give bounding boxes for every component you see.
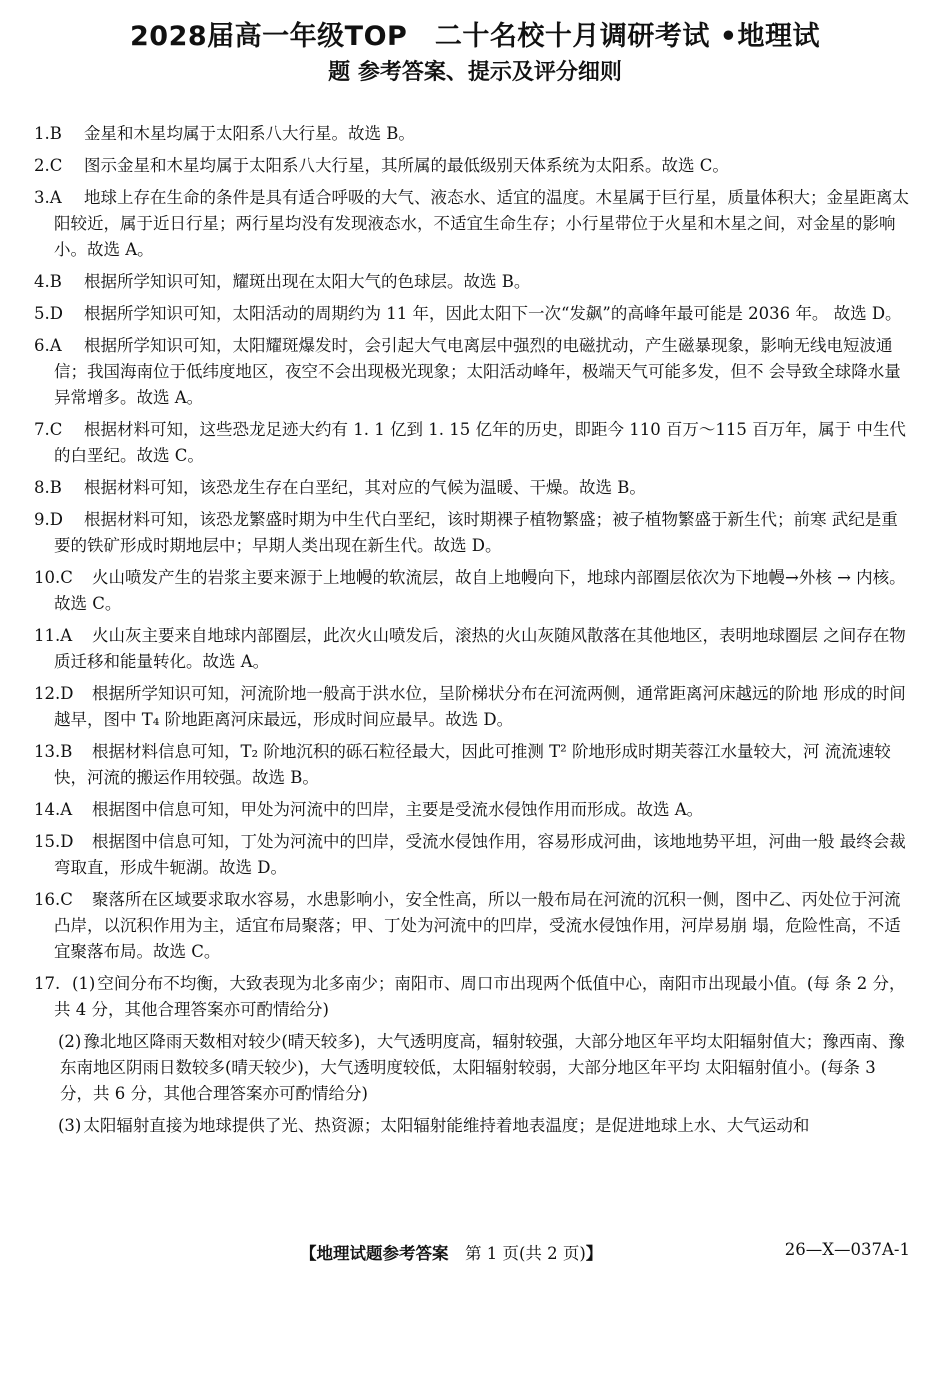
part-label: (2) bbox=[58, 1032, 82, 1051]
answer-item bbox=[34, 333, 914, 411]
page-title: 2028届高一年级TOP 二十名校十月调研考试 •地理试 bbox=[130, 21, 820, 52]
answer-item bbox=[34, 507, 914, 559]
answer-text: 根据所学知识可知，太阳活动的周期约为 11 年，因此太阳下一次“发飙”的高峰年最可能是 2036 年。 故选 D。 bbox=[84, 304, 902, 323]
answer-item bbox=[34, 887, 914, 965]
answer-number: 16.C bbox=[34, 890, 73, 909]
answer-text: 图示金星和木星均属于太阳系八大行星，其所属的最低级别天体系统为太阳系。故选 C。 bbox=[84, 156, 729, 175]
answer-number: 9.D bbox=[34, 510, 63, 529]
answer-text: 根据材料可知，该恐龙繁盛时期为中生代白垩纪，该时期裸子植物繁盛；被子植物繁盛于新生代；前寒 武纪是重要的铁矿形成时期地层中；早期人类出现在新生代。故选 D。 bbox=[54, 510, 898, 555]
answer-text: 地球上存在生命的条件是具有适合呼吸的大气、液态水、适宜的温度。木星属于巨行星，质量体积大；金星距离太阳较近，属于近日行星；两行星均没有发现液态水，不适宜生命生存；小行星带位于火星和木星之间，对金星的影响小。故选 A。 bbox=[54, 188, 909, 259]
page-subtitle: 题 参考答案、提示及评分细则 bbox=[328, 60, 622, 85]
answer-item bbox=[34, 623, 914, 675]
footer-page-label bbox=[300, 1240, 602, 1264]
page-footer bbox=[0, 1240, 950, 1266]
answer-list bbox=[34, 121, 914, 1145]
footer-title: 【地理试题参考答案 bbox=[300, 1244, 449, 1263]
q17-part-3 bbox=[34, 1113, 914, 1139]
part-label: (1) bbox=[72, 974, 96, 993]
answer-number: 6.A bbox=[34, 336, 62, 355]
answer-number: 14.A bbox=[34, 800, 73, 819]
answer-number: 3.A bbox=[34, 188, 62, 207]
answer-number: 15.D bbox=[34, 832, 74, 851]
answer-text: 豫北地区降雨天数相对较少(晴天较多)，大气透明度高，辐射较强，大部分地区年平均太阳辐射值大；豫西南、豫东南地区阴雨日数较多(晴天较少)，大气透明度较低，太阳辐射较弱，大部分地区年平均 太阳辐射值小。(每条 3 分，共 6 分，其他合理答案亦可酌情给分) bbox=[60, 1032, 905, 1103]
answer-text: 根据图中信息可知，甲处为河流中的凹岸，主要是受流水侵蚀作用而形成。故选 A。 bbox=[92, 800, 704, 819]
answer-text: 根据材料可知，这些恐龙足迹大约有 1. 1 亿到 1. 15 亿年的历史，即距今 110 百万～115 百万年，属于 中生代的白垩纪。故选 C。 bbox=[54, 420, 906, 465]
answer-number: 7.C bbox=[34, 420, 63, 439]
answer-text: 火山喷发产生的岩浆主要来源于上地幔的软流层，故自上地幔向下，地球内部圈层依次为下地幔→外核 → 内核。故选 C。 bbox=[54, 568, 906, 613]
answer-item bbox=[34, 185, 914, 263]
part-label: (3) bbox=[58, 1116, 82, 1135]
answer-text: 根据所学知识可知，太阳耀斑爆发时，会引起大气电离层中强烈的电磁扰动，产生磁暴现象，影响无线电短波通信；我国海南位于低纬度地区，夜空不会出现极光现象；太阳活动峰年，极端天气可能多发，但不 会导致全球降水量异常增多。故选 A。 bbox=[54, 336, 901, 407]
answer-item bbox=[34, 739, 914, 791]
answer-number: 10.C bbox=[34, 568, 73, 587]
answer-item bbox=[34, 681, 914, 733]
answer-item bbox=[34, 829, 914, 881]
answer-number: 13.B bbox=[34, 742, 73, 761]
answer-item bbox=[34, 797, 914, 823]
answer-number: 1.B bbox=[34, 124, 62, 143]
answer-text: 根据所学知识可知，河流阶地一般高于洪水位，呈阶梯状分布在河流两侧，通常距离河床越远的阶地 形成的时间越早，图中 T₄ 阶地距离河床最远，形成时间应最早。故选 D。 bbox=[54, 684, 906, 729]
answer-number: 12.D bbox=[34, 684, 74, 703]
answer-text: 根据材料可知，该恐龙生存在白垩纪，其对应的气候为温暖、干燥。故选 B。 bbox=[84, 478, 646, 497]
answer-text: 金星和木星均属于太阳系八大行星。故选 B。 bbox=[84, 124, 415, 143]
answer-text: 太阳辐射直接为地球提供了光、热资源；太阳辐射能维持着地表温度；是促进地球上水、大气运动和 bbox=[83, 1116, 810, 1135]
footer-page-number: 第 1 页(共 2 页) bbox=[465, 1244, 586, 1263]
footer-doc-code: 26—X—037A-1 bbox=[784, 1240, 910, 1259]
answer-number: 2.C bbox=[34, 156, 63, 175]
answer-item bbox=[34, 121, 914, 147]
answer-text: 火山灰主要来自地球内部圈层，此次火山喷发后，滚热的火山灰随风散落在其他地区，表明地球圈层 之间存在物质迁移和能量转化。故选 A。 bbox=[54, 626, 906, 671]
answer-text: 根据所学知识可知，耀斑出现在太阳大气的色球层。故选 B。 bbox=[84, 272, 531, 291]
answer-text: 根据图中信息可知，丁处为河流中的凹岸，受流水侵蚀作用，容易形成河曲，该地地势平坦，河曲一般 最终会裁弯取直，形成牛轭湖。故选 D。 bbox=[54, 832, 906, 877]
answer-item bbox=[34, 153, 914, 179]
answer-number: 8.B bbox=[34, 478, 62, 497]
answer-item bbox=[34, 565, 914, 617]
q17-part-1 bbox=[34, 971, 914, 1023]
answer-number: 17. bbox=[34, 974, 61, 993]
answer-item bbox=[34, 417, 914, 469]
answer-number: 4.B bbox=[34, 272, 62, 291]
answer-item bbox=[34, 301, 914, 327]
answer-text: 聚落所在区域要求取水容易，水患影响小，安全性高，所以一般布局在河流的沉积一侧，图中乙、丙处位于河流凸岸，以沉积作用为主，适宜布局聚落；甲、丁处为河流中的凹岸，受流水侵蚀作用，河岸易崩 塌，危险性高，不适宜聚落布局。故选 C。 bbox=[54, 890, 901, 961]
answer-item bbox=[34, 475, 914, 501]
answer-number: 5.D bbox=[34, 304, 63, 323]
footer-bracket: 】 bbox=[585, 1244, 603, 1263]
answer-text: 根据材料信息可知，T₂ 阶地沉积的砾石粒径最大，因此可推测 T² 阶地形成时期芙蓉江水量较大，河 流流速较快，河流的搬运作用较强。故选 B。 bbox=[54, 742, 891, 787]
answer-item bbox=[34, 269, 914, 295]
answer-number: 11.A bbox=[34, 626, 73, 645]
q17-part-2 bbox=[34, 1029, 914, 1107]
answer-text: 空间分布不均衡，大致表现为北多南少；南阳市、周口市出现两个低值中心，南阳市出现最小值。(每 条 2 分，共 4 分，其他合理答案亦可酌情给分) bbox=[54, 974, 906, 1019]
